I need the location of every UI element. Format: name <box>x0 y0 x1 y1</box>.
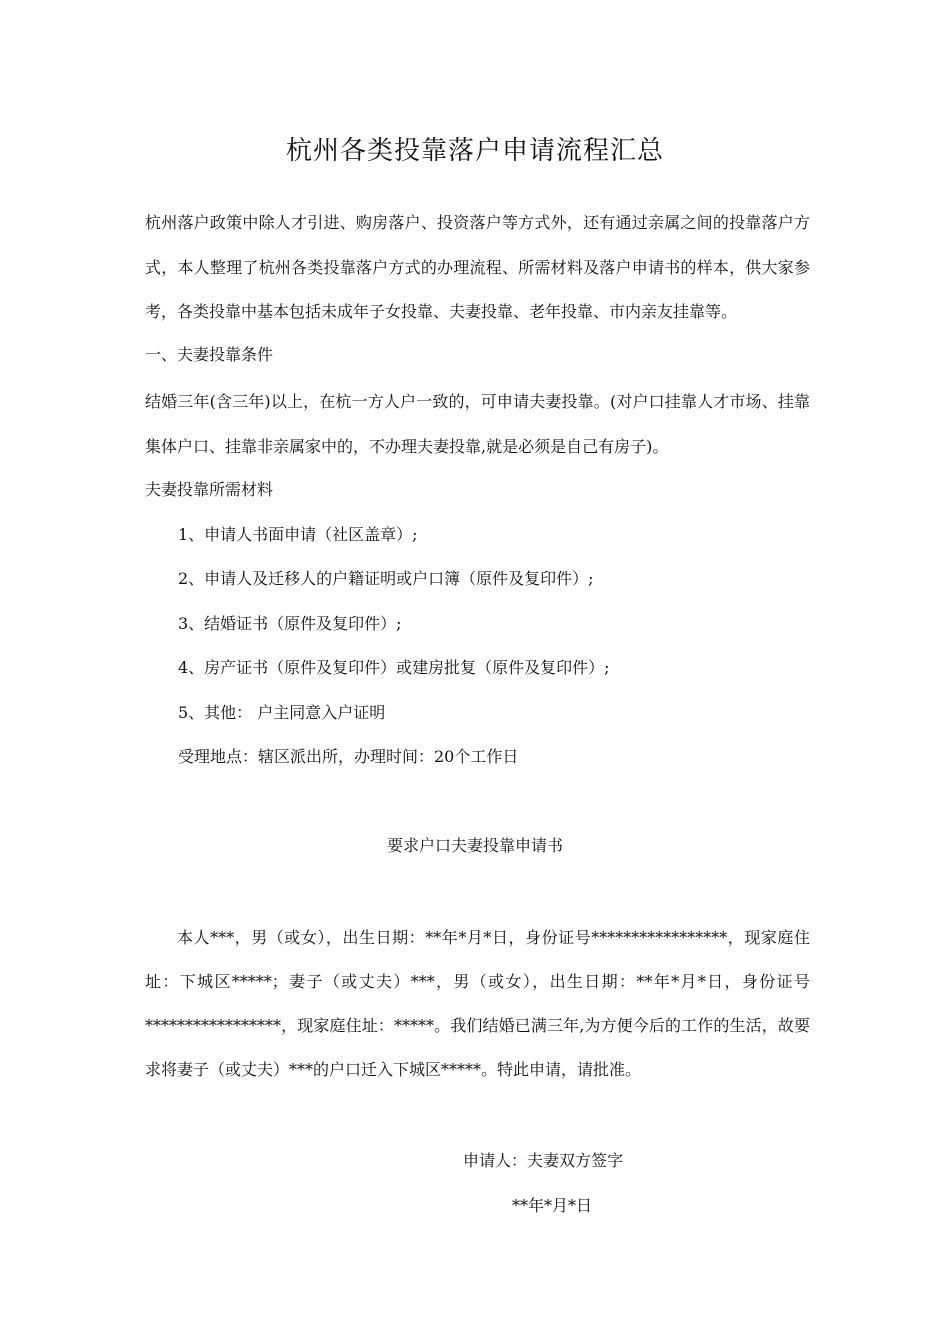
materials-item-1: 1、申请人书面申请（社区盖章）; <box>178 525 418 544</box>
materials-item-4: 4、房产证书（原件及复印件）或建房批复（原件及复印件）; <box>178 658 610 677</box>
intro-paragraph: 杭州落户政策中除人才引进、购房落户、投资落户等方式外，还有通过亲属之间的投靠落户方式，本人整理了杭州各类投靠落户方式的办理流程、所需材料及落户申请书的样本，供大家参考，各类投靠中基本包括未成年子女投靠、夫妻投靠、老年投靠、市内亲友挂靠等。 <box>145 213 810 321</box>
application-body: 本人***，男（或女），出生日期：**年*月*日，身份证号*****************，现家庭住址：下城区*****；妻子（或丈夫）***，男（或女），出生日期：**年*月*日，身份证号*****************，现家庭住址：*****。我们结婚已满三年,为方便今后的工作的生活，故要求将妻子（或丈夫）***的户口迁入下城区*****。特此申请，请批准。 <box>145 928 810 1079</box>
application-title: 要求户口夫妻投靠申请书 <box>386 836 563 855</box>
materials-item-3: 3、结婚证书（原件及复印件）; <box>178 614 402 633</box>
processing-info: 受理地点：辖区派出所，办理时间：20个工作日 <box>178 747 519 766</box>
materials-item-2: 2、申请人及迁移人的户籍证明或户口簿（原件及复印件）; <box>178 569 594 588</box>
section-heading-spouse-conditions: 一、夫妻投靠条件 <box>145 345 274 364</box>
materials-heading: 夫妻投靠所需材料 <box>145 480 274 499</box>
spouse-conditions-paragraph: 结婚三年(含三年)以上，在杭一方人户一致的，可申请夫妻投靠。(对户口挂靠人才市场、挂靠集体户口、挂靠非亲属家中的，不办理夫妻投靠,就是必须是自己有房子)。 <box>145 392 810 456</box>
document-title: 杭州各类投靠落户申请流程汇总 <box>285 136 664 166</box>
materials-item-5: 5、其他： 户主同意入户证明 <box>178 703 386 722</box>
application-date: **年*月*日 <box>512 1196 593 1215</box>
applicant-signature-label: 申请人：夫妻双方签字 <box>463 1151 624 1170</box>
